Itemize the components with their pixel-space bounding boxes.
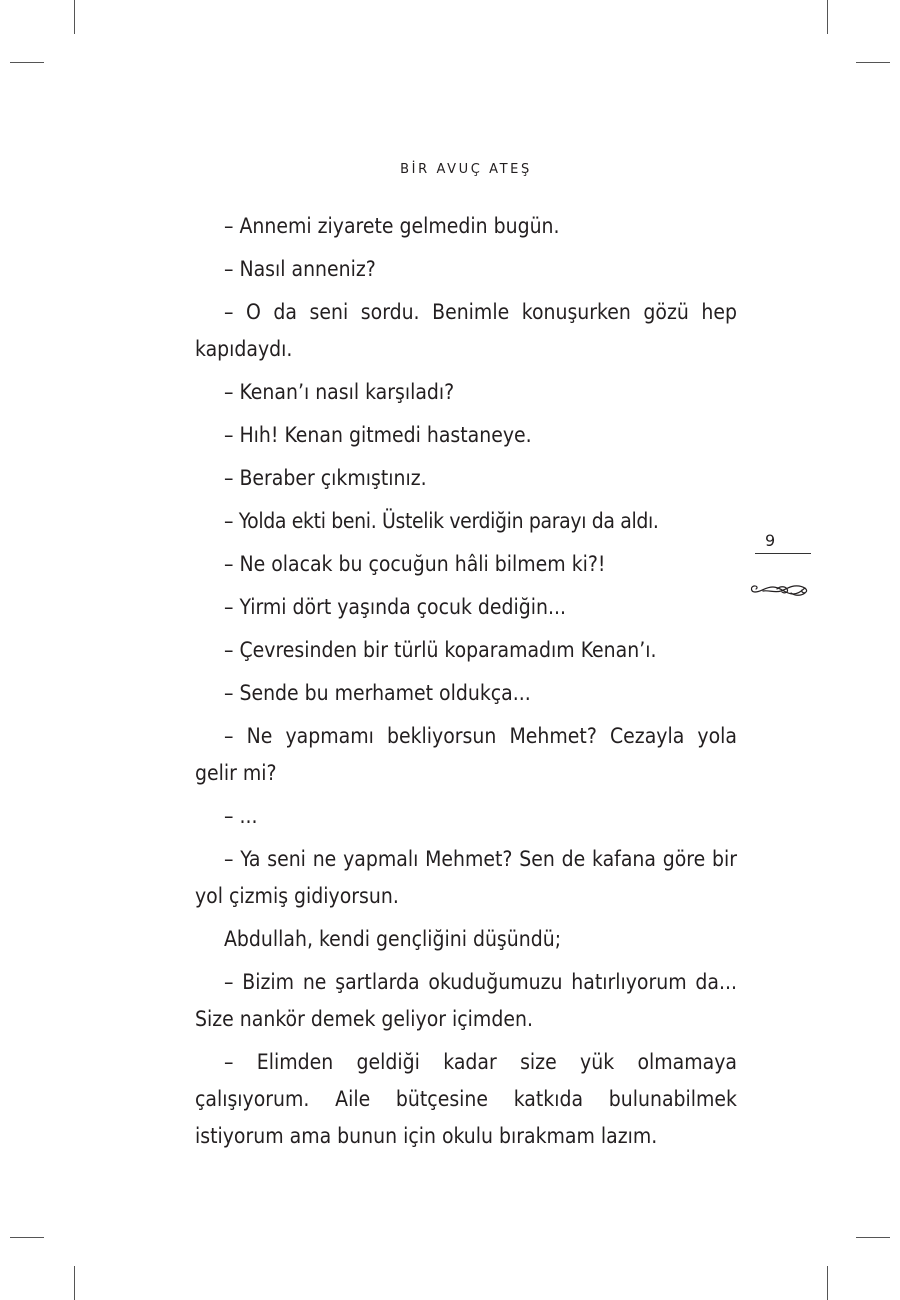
- crop-mark-bottom-right: [827, 1266, 828, 1300]
- paragraph: – Sende bu merhamet oldukça...: [224, 681, 531, 705]
- running-title: BİR AVUÇ ATEŞ: [400, 162, 532, 177]
- paragraph: – Annemi ziyarete gelmedin bugün.: [224, 214, 560, 238]
- paragraph: – Bizim ne şartlarda okuduğumuzu hatırlıyorum da... Size nankör demek geliyor içimden.: [195, 970, 737, 1031]
- crop-mark-left-top: [10, 62, 44, 63]
- page-folio: [755, 530, 811, 554]
- page-number: 9: [765, 531, 776, 550]
- crop-mark-bottom-left: [74, 1266, 75, 1300]
- paragraph: – ...: [224, 804, 258, 828]
- paragraph: Abdullah, kendi gençliğini düşündü;: [224, 927, 562, 951]
- crop-mark-right-top: [856, 62, 890, 63]
- paragraph: – Yirmi dört yaşında çocuk dediğin...: [224, 595, 566, 619]
- paragraph: – Ne yapmamı bekliyorsun Mehmet? Cezayla yola gelir mi?: [195, 724, 737, 785]
- crop-mark-top-right: [827, 0, 828, 34]
- paragraph: – Kenan’ı nasıl karşıladı?: [224, 380, 455, 404]
- paragraph: – Ne olacak bu çocuğun hâli bilmem ki?!: [224, 552, 606, 576]
- body-text: [195, 208, 737, 1161]
- paragraph: – Nasıl anneniz?: [224, 257, 376, 281]
- crop-mark-top-left: [74, 0, 75, 34]
- paragraph: – Çevresinden bir türlü koparamadım Kenan’ı.: [224, 638, 657, 662]
- paragraph: – Beraber çıkmıştınız.: [224, 466, 427, 490]
- paragraph: – Elimden geldiği kadar size yük olmamaya çalışıyorum. Aile bütçesine katkıda bulunabilmek istiyorum ama bunun için okulu bırakmam lazım.: [195, 1050, 737, 1148]
- crop-mark-right-bottom: [856, 1237, 890, 1238]
- paragraph: – Hıh! Kenan gitmedi hastaneye.: [224, 423, 532, 447]
- paragraph: – Yolda ekti beni. Üstelik verdiğin parayı da aldı.: [224, 509, 659, 533]
- flourish-ornament-icon: [747, 578, 813, 606]
- crop-mark-left-bottom: [10, 1237, 44, 1238]
- paragraph: – Ya seni ne yapmalı Mehmet? Sen de kafana göre bir yol çizmiş gidiyorsun.: [195, 847, 737, 908]
- folio-rule: [755, 553, 811, 554]
- paragraph: – O da seni sordu. Benimle konuşurken gözü hep kapıdaydı.: [195, 300, 737, 361]
